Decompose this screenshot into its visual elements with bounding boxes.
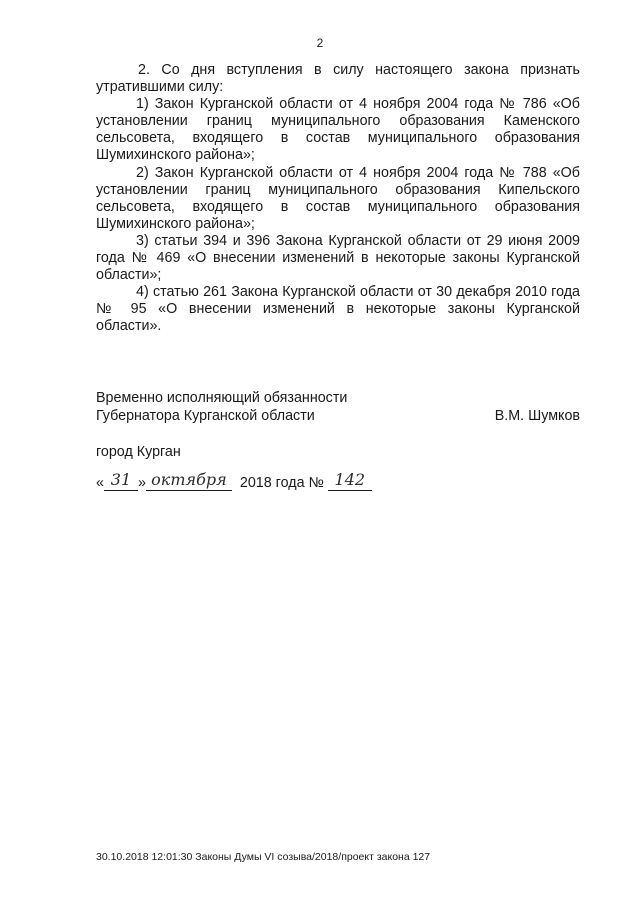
handwritten-day: 31 — [110, 470, 132, 489]
document-footer: 30.10.2018 12:01:30 Законы Думы VI созыва/2018/проект закона 127 — [96, 851, 431, 863]
subitem-3: 3) статьи 394 и 396 Закона Курганской области от 29 июня 2009 года № 469 «О внесении изменений в некоторые законы Курганской области»; — [96, 232, 580, 284]
subitem-1: 1) Закон Курганской области от 4 ноября 2004 года № 786 «Об установлении границ муниципального образования Каменского сельсовета, входящего в состав муниципального образования Шумихинского района»; — [96, 96, 580, 164]
handwritten-month: октября — [151, 470, 227, 489]
date-year-text: 2018 года № — [239, 475, 324, 491]
signatory-title-line-1: Временно исполняющий обязанности — [96, 390, 348, 406]
date-open-quote: « — [96, 475, 104, 491]
place-of-signing: город Курган — [96, 444, 181, 460]
law-body — [96, 62, 580, 336]
law-number-field — [328, 472, 372, 491]
page-number: 2 — [316, 36, 324, 50]
subitem-2: 2) Закон Курганской области от 4 ноября 2004 года № 788 «Об установлении границ муниципального образования Кипельского сельсовета, входящего в состав муниципального образования Шумихинского района»; — [96, 164, 580, 232]
signature-block — [96, 390, 580, 425]
signatory-line — [96, 408, 580, 426]
subitem-4: 4) статью 261 Закона Курганской области от 30 декабря 2010 года № 95 «О внесении изменений в некоторые законы Курганской области». — [96, 284, 580, 335]
date-day-field — [104, 472, 138, 491]
date-close-quote: » — [137, 475, 146, 491]
signatory-name: В.М. Шумков — [494, 407, 580, 424]
paragraph-item-2: 2. Со дня вступления в силу настоящего закона признать утратившими силу: — [96, 62, 580, 96]
date-month-field — [146, 472, 232, 491]
signatory-title-line-2: Губернатора Курганской области — [96, 407, 315, 424]
date-line — [96, 472, 372, 491]
handwritten-law-number: 142 — [334, 470, 366, 489]
